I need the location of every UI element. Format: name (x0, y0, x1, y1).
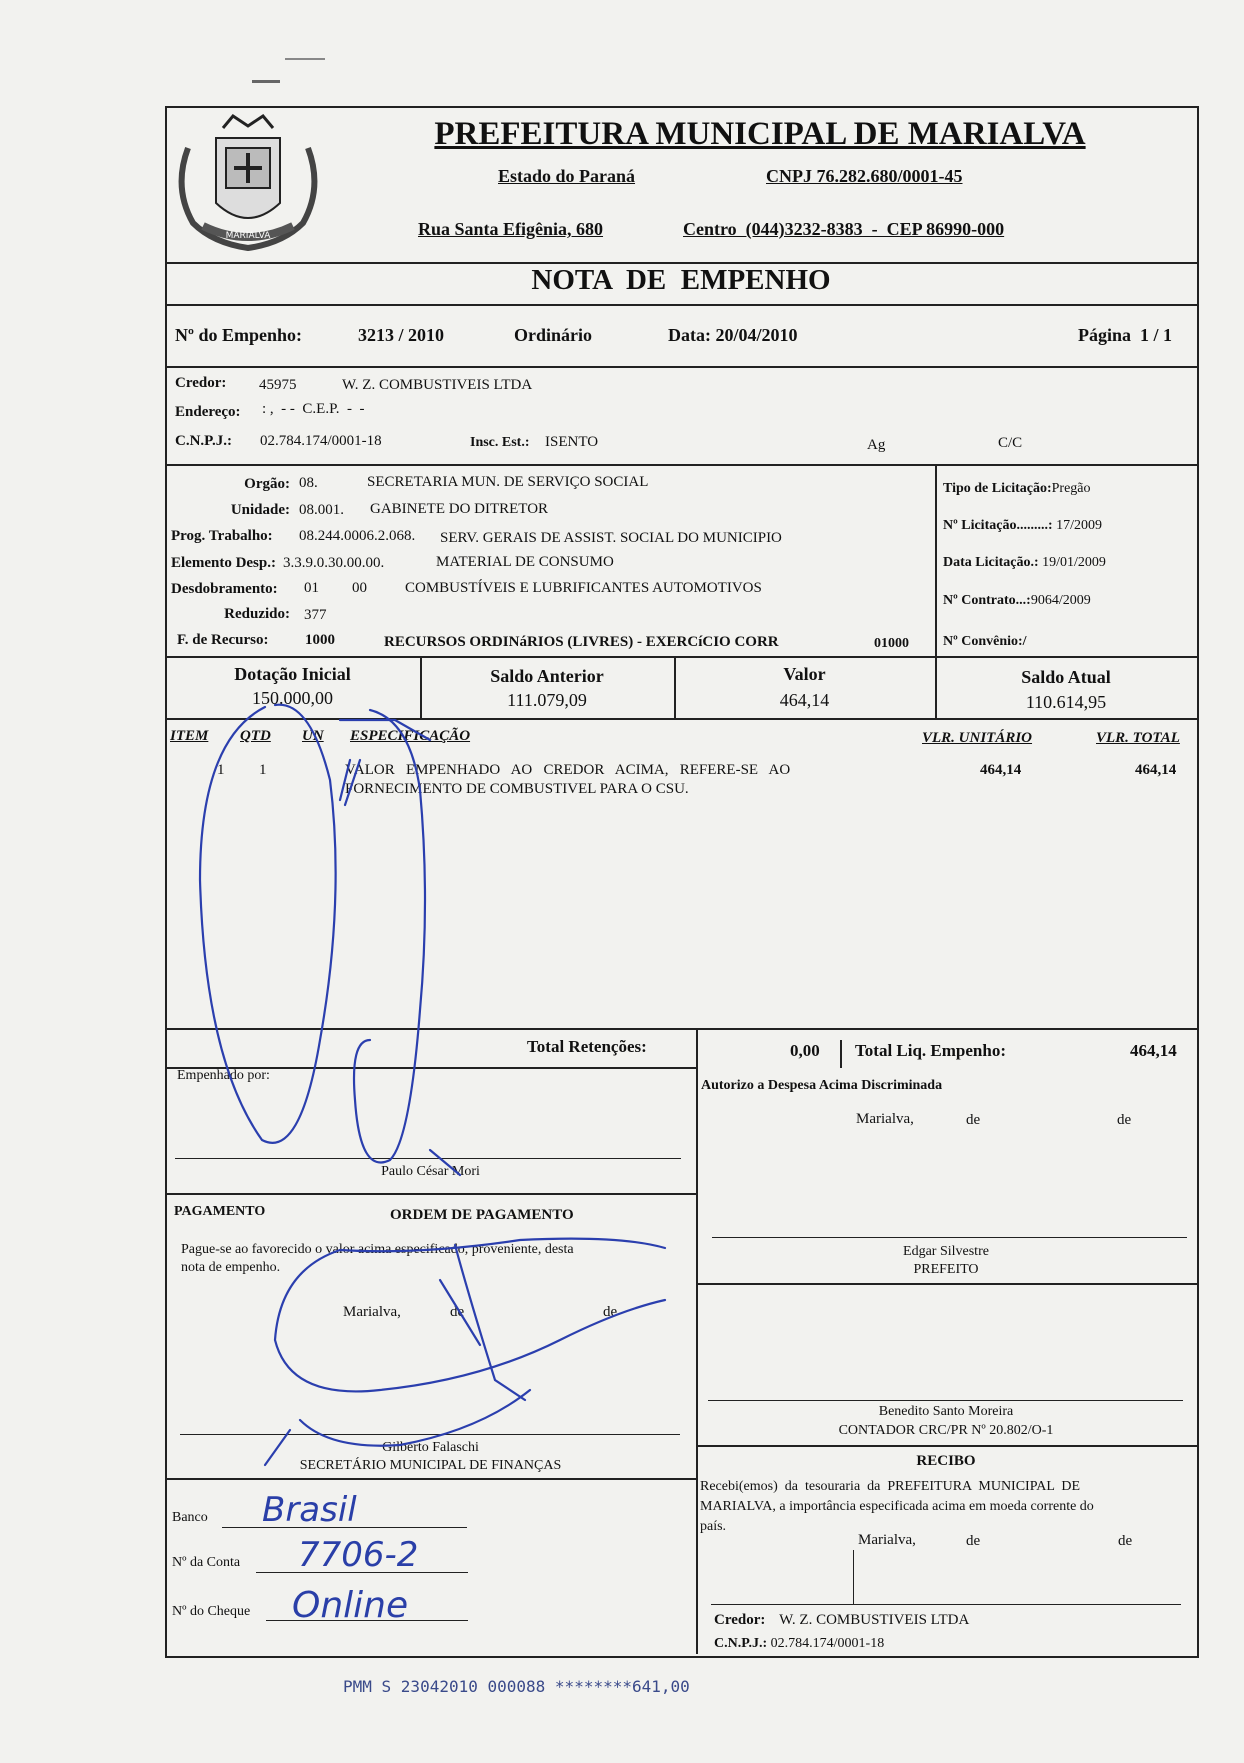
page-number: Página 1 / 1 (1078, 325, 1173, 345)
recibo-cnpj-label: C.N.P.J.: (714, 1636, 768, 1651)
pagamento-de1: de (450, 1304, 465, 1320)
recibo-text3: país. (700, 1519, 727, 1534)
col-un: UN (302, 728, 324, 744)
saldo-atual-label: Saldo Atual (1021, 667, 1111, 687)
financas-signer: Gilberto Falaschi (382, 1440, 479, 1455)
autorizo-city: Marialva, (856, 1111, 914, 1127)
endereco-label: Endereço: (175, 404, 241, 420)
address-label: Rua Santa Efigênia, 680 (418, 219, 604, 239)
elemento-code: 3.3.9.0.30.00.00. (283, 555, 385, 571)
numero-licitacao-value: 17/2009 (1056, 518, 1102, 533)
empenho-number: 3213 / 2010 (358, 325, 445, 345)
empenho-date: Data: 20/04/2010 (668, 325, 798, 345)
insc-label: Insc. Est.: (470, 435, 530, 450)
recurso-code: 1000 (305, 632, 335, 648)
saldo-atual-value: 110.614,95 (1025, 692, 1107, 712)
recibo-de1: de (966, 1533, 981, 1549)
reduzido-label: Reduzido: (224, 606, 290, 622)
valor-value: 464,14 (779, 690, 830, 710)
unidade-name: GABINETE DO DITRETOR (370, 501, 549, 517)
desdobramento-a: 01 (304, 580, 319, 596)
convenio-label: Nº Convênio:/ (943, 634, 1027, 649)
prog-label: Prog. Trabalho: (171, 528, 273, 544)
ag-label: Ag (867, 437, 886, 453)
financas-role: SECRETÁRIO MUNICIPAL DE FINANÇAS (299, 1458, 562, 1473)
autorizo-label: Autorizo a Despesa Acima Discriminada (701, 1078, 943, 1093)
item-qtd: 1 (259, 762, 267, 778)
item-total-value: 464,14 (1135, 762, 1177, 778)
item-desc-line2: FORNECIMENTO DE COMBUSTIVEL PARA O CSU. (345, 781, 689, 797)
endereco-value: : , - - C.E.P. - - (262, 401, 365, 417)
banco-value: Brasil (262, 1490, 357, 1530)
item-unit-value: 464,14 (980, 762, 1022, 778)
cheque-value: Online (292, 1585, 409, 1626)
pagamento-city: Marialva, (343, 1304, 401, 1320)
elemento-name: MATERIAL DE CONSUMO (436, 554, 614, 570)
item-desc-line1: VALOR EMPENHADO AO CREDOR ACIMA, REFERE-SE AO (345, 762, 791, 778)
liquido-label: Total Liq. Empenho: (855, 1041, 1006, 1060)
numero-licitacao-label: Nº Licitação.........: (943, 518, 1053, 533)
prog-code: 08.244.0006.2.068. (299, 528, 416, 544)
recurso-code2: 01000 (874, 636, 909, 651)
empenhado-label: Empenhado por: (177, 1068, 270, 1083)
conta-label: Nº da Conta (172, 1555, 241, 1570)
scan-speck (285, 58, 325, 60)
reduzido-value: 377 (304, 607, 327, 623)
saldo-anterior-label: Saldo Anterior (490, 666, 604, 686)
credor-cnpj: 02.784.174/0001-18 (260, 433, 382, 449)
recibo-de2: de (1118, 1533, 1133, 1549)
orgao-code: 08. (299, 475, 318, 491)
orgao-label: Orgão: (244, 476, 290, 492)
banco-label: Banco (172, 1510, 208, 1525)
col-especificacao: ESPECIFICAÇÃO (350, 728, 471, 744)
data-licitacao-value: 19/01/2009 (1042, 555, 1106, 570)
recibo-text2: MARIALVA, a importância especificada acima em moeda corrente do (700, 1499, 1094, 1514)
cheque-label: Nº do Cheque (172, 1604, 251, 1619)
numero-contrato-value: 9064/2009 (1030, 593, 1091, 608)
contador-signer: Benedito Santo Moreira (878, 1404, 1014, 1419)
autorizo-de2: de (1117, 1112, 1132, 1128)
dotacao-label: Dotação Inicial (234, 664, 351, 684)
data-licitacao-label: Data Licitação.: (943, 555, 1039, 570)
scan-speck (252, 80, 280, 83)
liquido-value: 464,14 (1130, 1041, 1177, 1060)
credor-label: Credor: (175, 375, 227, 391)
unidade-code: 08.001. (299, 502, 344, 518)
recibo-cnpj-value: 02.784.174/0001-18 (770, 1636, 885, 1651)
recibo-text1: Recebi(emos) da tesouraria da PREFEITURA MUNICIPAL DE (700, 1479, 1081, 1494)
logo-banner-text: MARIALVA (225, 231, 271, 241)
pagamento-de2: de (603, 1304, 618, 1320)
municipality-title: PREFEITURA MUNICIPAL DE MARIALVA (434, 116, 1086, 152)
desdobramento-name: COMBUSTÍVEIS E LUBRIFICANTES AUTOMOTIVOS (405, 580, 762, 596)
conta-value: 7706-2 (298, 1535, 419, 1575)
tipo-licitacao-label: Tipo de Licitação: (943, 481, 1052, 496)
ordem-pagamento-label: ORDEM DE PAGAMENTO (390, 1207, 574, 1223)
col-vlr-unitario: VLR. UNITÁRIO (922, 730, 1033, 746)
contador-role: CONTADOR CRC/PR Nº 20.802/O-1 (838, 1423, 1054, 1438)
empenhado-signer: Paulo César Mori (381, 1164, 480, 1179)
credor-name: W. Z. COMBUSTIVEIS LTDA (342, 377, 533, 393)
autorizo-de1: de (966, 1112, 981, 1128)
numero-contrato-label: Nº Contrato...: (943, 593, 1031, 608)
pagamento-text2: nota de empenho. (181, 1260, 281, 1275)
orgao-name: SECRETARIA MUN. DE SERVIÇO SOCIAL (367, 474, 649, 490)
insc-value: ISENTO (545, 434, 599, 450)
recibo-credor-value: W. Z. COMBUSTIVEIS LTDA (779, 1612, 970, 1628)
cnpj-label: C.N.P.J.: (175, 433, 232, 449)
prefeito-signer: Edgar Silvestre (903, 1244, 989, 1259)
register-stamp: PMM S 23042010 000088 ********641,00 (343, 1677, 690, 1696)
recibo-label: RECIBO (916, 1453, 976, 1469)
retencoes-label: Total Retenções: (527, 1037, 647, 1056)
desdobramento-label: Desdobramento: (171, 581, 278, 597)
item-number: 1 (217, 762, 225, 778)
desdobramento-b: 00 (352, 580, 367, 596)
pagamento-label: PAGAMENTO (174, 1204, 266, 1219)
col-qtd: QTD (240, 728, 271, 744)
col-item: ITEM (170, 728, 209, 744)
unidade-label: Unidade: (230, 502, 290, 518)
tipo-licitacao-value: Pregão (1051, 481, 1091, 496)
contact-label: Centro (044)3232-8383 - CEP 86990-000 (683, 219, 1005, 239)
recurso-name: RECURSOS ORDINáRIOS (LIVRES) - EXERCíCIO CORR (384, 634, 779, 650)
recibo-city: Marialva, (858, 1532, 916, 1548)
elemento-label: Elemento Desp.: (171, 555, 276, 571)
prog-name: SERV. GERAIS DE ASSIST. SOCIAL DO MUNICIPIO (440, 530, 782, 546)
cnpj-header: CNPJ 76.282.680/0001-45 (766, 166, 963, 186)
saldo-anterior-value: 111.079,09 (507, 690, 587, 710)
retencoes-value: 0,00 (790, 1041, 820, 1060)
cc-label: C/C (998, 435, 1023, 451)
recurso-label: F. de Recurso: (177, 632, 269, 648)
document-title: NOTA DE EMPENHO (531, 264, 831, 296)
pagamento-text1: Pague-se ao favorecido o valor acima especificado, proveniente, desta (181, 1242, 574, 1257)
prefeito-role: PREFEITO (913, 1262, 979, 1277)
credor-code: 45975 (259, 377, 297, 393)
state-label: Estado do Paraná (498, 166, 636, 186)
valor-label: Valor (783, 664, 826, 684)
col-vlr-total: VLR. TOTAL (1096, 730, 1180, 746)
empenho-type: Ordinário (514, 325, 593, 345)
dotacao-value: 150.000,00 (252, 688, 333, 708)
empenho-label: Nº do Empenho: (175, 325, 302, 345)
recibo-credor-label: Credor: (714, 1612, 766, 1628)
